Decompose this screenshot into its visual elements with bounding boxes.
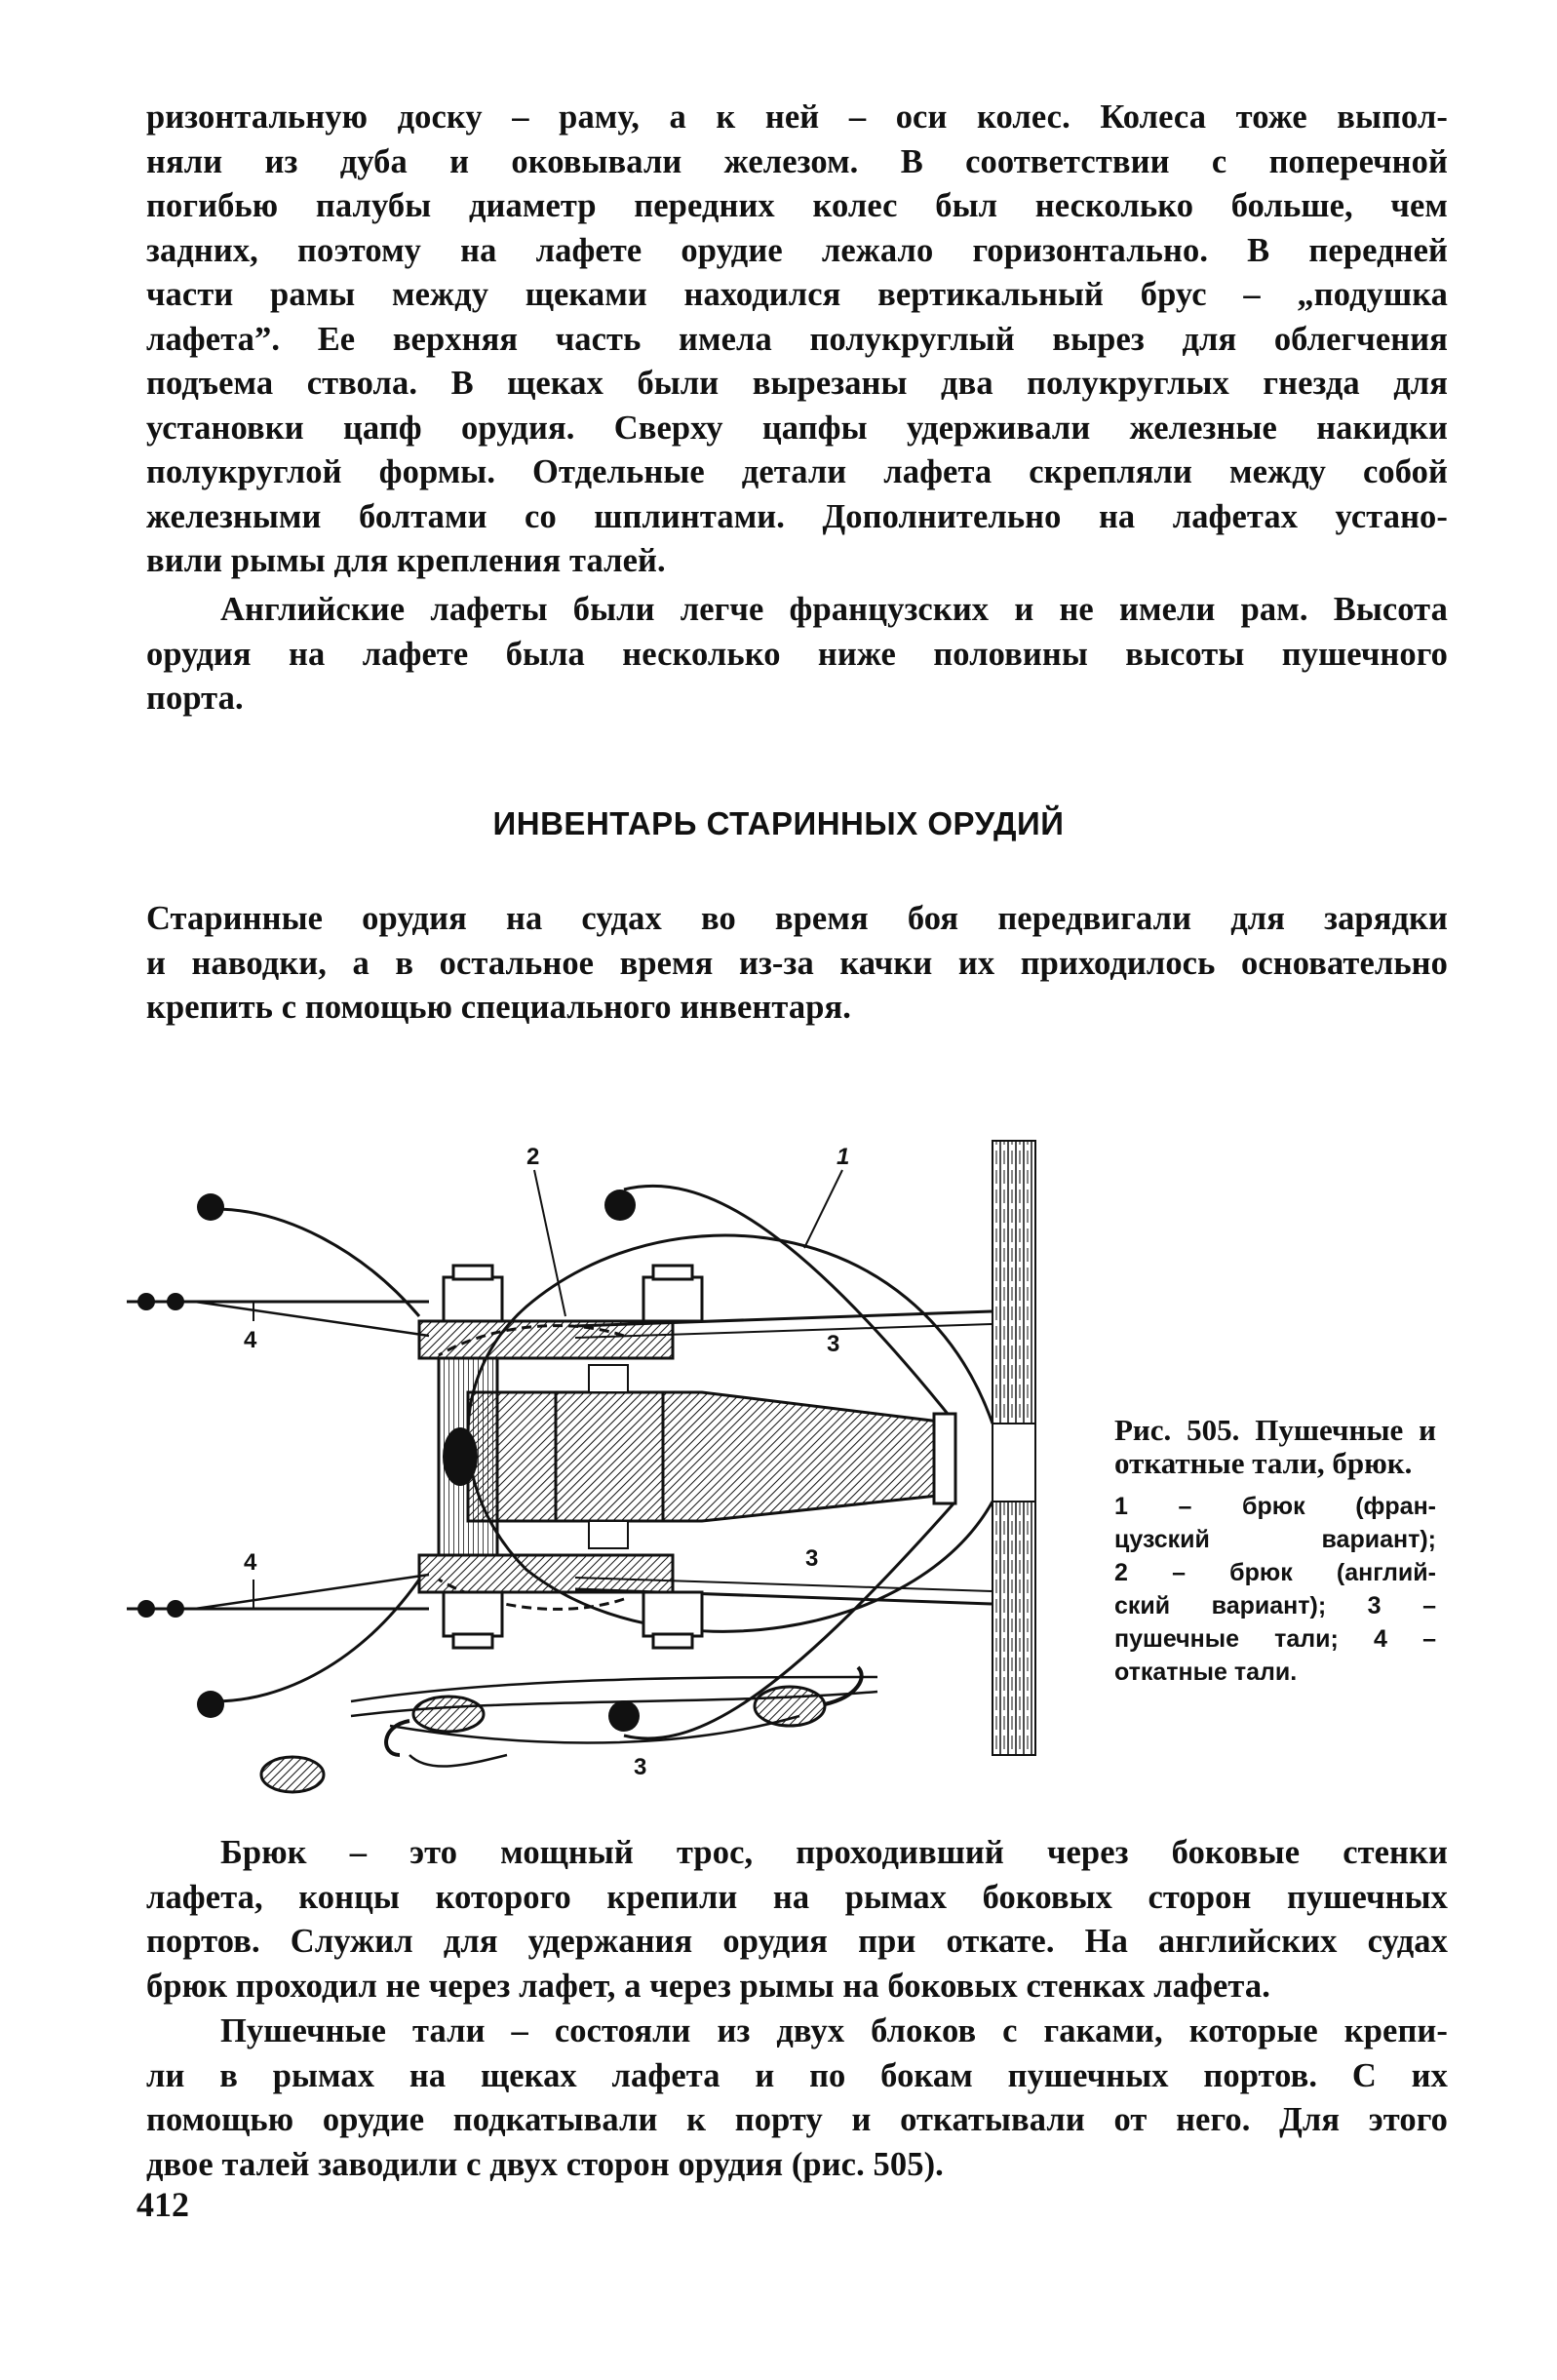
text-line: подъема ствола. В щеках были вырезаны два полукруглых гнезда для	[146, 365, 1448, 402]
figure-label-4-lower: 4	[244, 1549, 257, 1576]
paragraph-carriage-frame	[146, 96, 1448, 584]
text-line: ли в рымах на щеках лафета и по бокам пушечных портов. С их	[146, 2056, 1448, 2094]
rope-weight	[197, 1193, 224, 1221]
rope-coil	[261, 1757, 324, 1792]
text-line: портов. Служил для удержания орудия при откате. На английских судах	[146, 1923, 1448, 1960]
text-line: вили рымы для крепления талей.	[146, 542, 666, 579]
cannon-barrel	[443, 1365, 955, 1548]
figure-label-4-upper: 4	[244, 1327, 257, 1353]
text-line: полукруглой формы. Отдельные детали лафета скрепляли между собой	[146, 453, 1448, 490]
text-line: ризонтальную доску – раму, а к ней – оси колес. Колеса тоже выпол-	[146, 98, 1448, 136]
text-line: порта.	[146, 680, 244, 717]
recoil-tackle-upper	[127, 1293, 429, 1336]
text-line: Английские лафеты были легче французских и не имели рам. Высота	[220, 591, 1448, 628]
text-line: лафета, концы которого крепили на рымах боковых сторон пушечных	[146, 1878, 1448, 1916]
tackle-block	[755, 1687, 825, 1726]
text-line: лафета”. Ее верхняя часть имела полукруглый вырез для облегчения	[146, 320, 1448, 358]
section-heading: ИНВЕНТАРЬ СТАРИННЫХ ОРУДИЙ	[492, 805, 1065, 841]
paragraph-gun-tackles	[146, 2009, 1448, 2187]
text-line: двое талей заводили с двух сторон орудия (рис. 505).	[146, 2145, 944, 2183]
figure-caption	[1114, 1414, 1436, 1689]
text-line: крепить с помощью специального инвентаря.	[146, 989, 852, 1026]
caption-title: Рис. 505. Пушечные и откатные тали, брюк.	[1114, 1413, 1436, 1480]
term-breeching: Брюк	[220, 1834, 307, 1871]
paragraph-breeching	[146, 1831, 1448, 2009]
page-number: 412	[136, 2185, 189, 2224]
text-line: няли из дуба и оковывали железом. В соответствии с поперечной	[146, 142, 1448, 180]
tackle-block	[413, 1697, 484, 1732]
paragraph-inventory-intro	[146, 897, 1448, 1031]
text-line: Старинные орудия на судах во время боя передвигали для зарядки	[146, 900, 1448, 937]
rope-weight	[197, 1691, 224, 1718]
legend-line: 1 – брюк (фран-	[1114, 1493, 1436, 1520]
rope-weight	[608, 1700, 640, 1732]
text-line: погибью палубы диаметр передних колес был несколько больше, чем	[146, 187, 1448, 224]
figure-label-3-bottom: 3	[634, 1754, 647, 1780]
ship-side-wall	[993, 1141, 1035, 1755]
legend-line: откатные тали.	[1114, 1658, 1298, 1686]
legend-line: 2 – брюк (англий-	[1114, 1559, 1436, 1586]
figure-label-2: 2	[526, 1144, 540, 1170]
text-line: задних, поэтому на лафете орудие лежало горизонтально. В передней	[146, 231, 1448, 269]
text-line: установки цапф орудия. Сверху цапфы удерживали железные накидки	[146, 409, 1448, 447]
gun-tackle-detail	[261, 1667, 877, 1792]
rope-weight	[604, 1190, 636, 1221]
text-line: части рамы между щеками находился вертикальный брус – „подушка	[146, 276, 1448, 313]
text-line: и наводки, а в остальное время из-за качки их приходилось основательно	[146, 944, 1448, 982]
caption-legend	[1114, 1490, 1436, 1689]
text-line	[146, 1831, 1448, 1876]
recoil-tackle-lower	[127, 1575, 429, 1618]
text-fragment: – это мощный трос, проходивший через боковые стенки	[306, 1834, 1448, 1871]
text-line: орудия на лафете была несколько ниже половины высоты пушечного	[146, 635, 1448, 673]
text-line	[146, 2009, 1448, 2054]
figure-label-1: 1	[837, 1144, 850, 1170]
text-fragment: – состояли из двух блоков с гаками, которые крепи-	[485, 2012, 1448, 2049]
hook-icon	[825, 1667, 862, 1704]
text-line: брюк проходил не через лафет, а через рымы на боковых стенках лафета.	[146, 1967, 1270, 2005]
cannon-tackle-figure	[117, 1131, 1053, 1794]
term-gun-tackles: Пушечные тали	[220, 2012, 486, 2049]
paragraph-english-carriages	[146, 588, 1448, 722]
legend-line: ский вариант); 3 –	[1114, 1592, 1436, 1619]
figure-label-3-mid: 3	[805, 1545, 819, 1572]
legend-line: пушечные тали; 4 –	[1114, 1625, 1436, 1653]
text-line: помощью орудие подкатывали к порту и откатывали от него. Для этого	[146, 2101, 1448, 2138]
hook-icon	[386, 1721, 409, 1755]
legend-line: цузский вариант);	[1114, 1526, 1436, 1553]
text-line: железными болтами со шплинтами. Дополнительно на лафетах устано-	[146, 497, 1448, 535]
figure-label-3-upper: 3	[827, 1331, 840, 1357]
